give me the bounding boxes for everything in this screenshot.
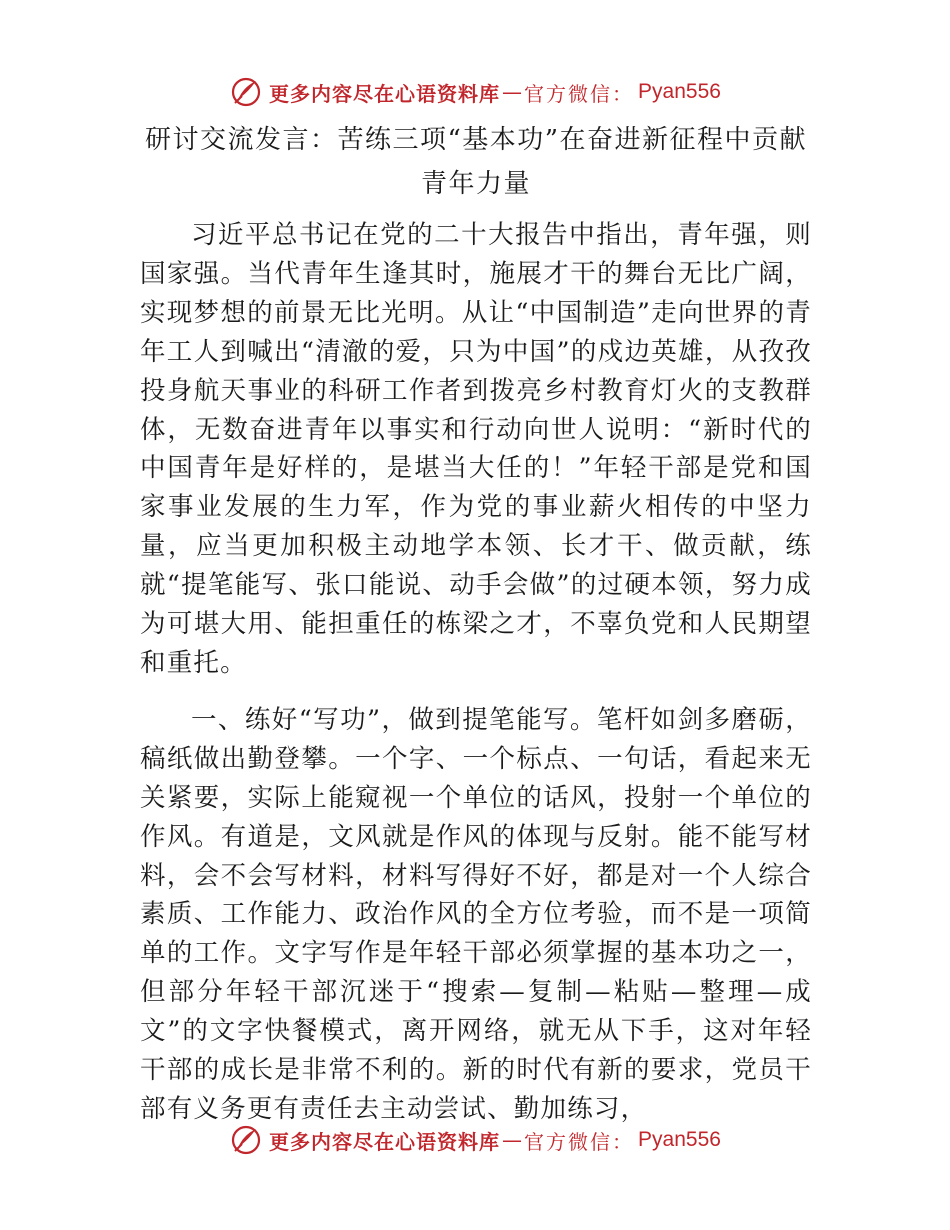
quill-logo-icon: [229, 75, 263, 109]
watermark-official-label: 官方微信：: [524, 81, 635, 106]
watermark-account-id: Pyan556: [638, 1128, 721, 1151]
footer-watermark: [0, 1120, 950, 1160]
paragraph-section-one: 一、练好“写功”，做到提笔能写。笔杆如剑多磨砺，稿纸做出勤登攀。一个字、一个标点、一句话，看起来无关紧要，实际上能窥视一个单位的话风，投射一个单位的作风。有道是，文风就是作风的体现与反射。能不能写材料，会不会写材料，材料写得好不好，都是对一个人综合素质、工作能力、政治作风的全方位考验，而不是一项简单的工作。文字写作是年轻干部必须掌握的基本功之一，但部分年轻干部沉迷于“搜索—复制—粘贴—整理—成文”的文字快餐模式，离开网络，就无从下手，这对年轻干部的成长是非常不利的。新的时代有新的要求，党员干部有义务更有责任去主动尝试、勤加练习，: [140, 704, 812, 1124]
watermark-account-id: Pyan556: [638, 80, 721, 103]
watermark-main-text: 更多内容尽在心语资料库: [269, 1129, 501, 1154]
quill-logo-icon: [229, 1123, 263, 1157]
watermark-dash: —: [502, 80, 523, 104]
header-watermark: [0, 72, 950, 112]
document-title: 研讨交流发言：苦练三项“基本功”在奋进新征程中贡献青年力量: [144, 125, 808, 199]
watermark-dash: —: [502, 1128, 523, 1152]
watermark-official-label: 官方微信：: [524, 1129, 635, 1154]
document-body: [140, 118, 812, 1129]
paragraph-intro: 习近平总书记在党的二十大报告中指出，青年强，则国家强。当代青年生逢其时，施展才干的舞台无比广阔，实现梦想的前景无比光明。从让“中国制造”走向世界的青年工人到喊出“清澈的爱，只为中国”的戍边英雄，从孜孜投身航天事业的科研工作者到拨亮乡村教育灯火的支教群体，无数奋进青年以事实和行动向世人说明：“新时代的中国青年是好样的，是堪当大任的！”年轻干部是党和国家事业发展的生力军，作为党的事业薪火相传的中坚力量，应当更加积极主动地学本领、长才干、做贡献，练就“提笔能写、张口能说、动手会做”的过硬本领，努力成为可堪大用、能担重任的栋梁之才，不辜负党和人民期望和重托。: [140, 220, 812, 678]
watermark-main-text: 更多内容尽在心语资料库: [269, 81, 501, 106]
